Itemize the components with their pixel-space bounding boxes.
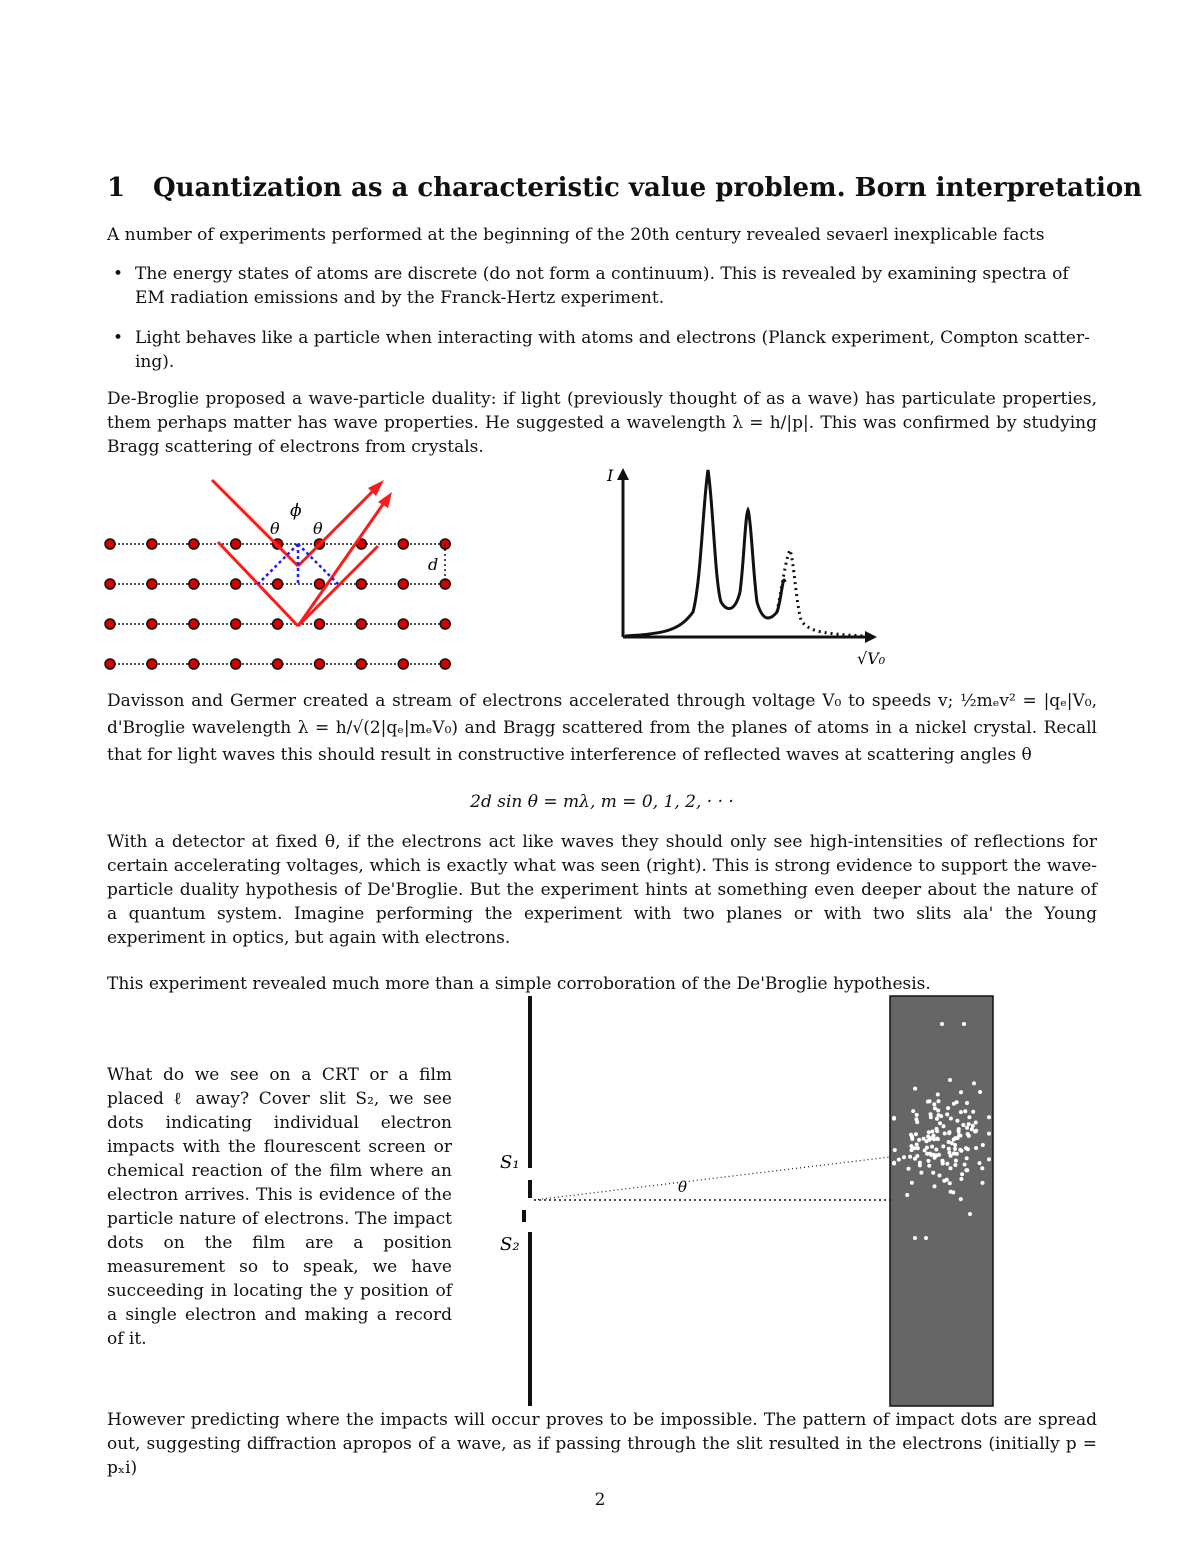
- impact-dot: [961, 1123, 965, 1127]
- impact-dot: [978, 1090, 982, 1094]
- crt-paragraph: What do we see on a CRT or a film placed ℓ away? Cover slit S₂, we see dots indicating individual electron impacts with the flourescent screen or chemical reaction of the film where an electron arrives. This is evidence of the particle nature of electrons. The impact dots on the film are a position measurement so to speak, we have succeeding in locating the y position of a single electron and making a record of it.: [107, 1065, 452, 1349]
- atom: [231, 619, 241, 629]
- impact-dot: [935, 1129, 939, 1133]
- impact-dot: [953, 1163, 957, 1167]
- atom: [315, 579, 325, 589]
- impact-dot: [917, 1138, 921, 1142]
- impact-dot: [965, 1126, 969, 1130]
- intensity-plot: [595, 462, 905, 672]
- impact-dot: [933, 1106, 937, 1110]
- atom: [105, 659, 115, 669]
- impact-dot: [911, 1109, 915, 1113]
- atom: [189, 619, 199, 629]
- section-heading: [107, 168, 1143, 208]
- atom: [398, 539, 408, 549]
- impact-dot: [935, 1117, 939, 1121]
- impact-dot: [938, 1174, 942, 1178]
- slit-2-label: S₂: [500, 1234, 520, 1255]
- impact-dot: [925, 1146, 929, 1150]
- impact-dot: [907, 1167, 911, 1171]
- impact-dot: [915, 1154, 919, 1158]
- impact-dot: [971, 1124, 975, 1128]
- impact-dot: [941, 1144, 945, 1148]
- atom: [231, 659, 241, 669]
- impact-dot: [987, 1132, 991, 1136]
- impact-dot: [897, 1158, 901, 1162]
- film-screen: [890, 996, 993, 1406]
- angle-label: θ: [678, 1178, 688, 1196]
- impact-dot: [916, 1146, 920, 1150]
- impact-dot: [942, 1124, 946, 1128]
- impact-dot: [942, 1179, 946, 1183]
- impact-dot: [927, 1159, 931, 1163]
- impact-dot: [932, 1102, 936, 1106]
- atom: [398, 619, 408, 629]
- atom: [315, 659, 325, 669]
- impact-dot: [915, 1143, 919, 1147]
- impact-dot: [949, 1190, 953, 1194]
- debroglie-text-2: This was confirmed by studying Bragg scattering of electrons from crystals.: [107, 413, 1098, 457]
- atom: [147, 539, 157, 549]
- impact-dot: [980, 1166, 984, 1170]
- intro-paragraph: A number of experiments performed at the beginning of the 20th century revealed sevaerl inexplicable facts: [107, 225, 1045, 245]
- impact-dot: [913, 1087, 917, 1091]
- impact-dot: [938, 1121, 942, 1125]
- impact-dot: [902, 1155, 906, 1159]
- impact-dot: [925, 1139, 929, 1143]
- impact-dot: [964, 1168, 968, 1172]
- atom: [189, 579, 199, 589]
- impact-dot: [987, 1115, 991, 1119]
- impact-dot: [970, 1127, 974, 1131]
- impact-dot: [971, 1110, 975, 1114]
- impact-dot: [947, 1151, 951, 1155]
- impact-dot: [892, 1161, 896, 1165]
- impact-dot: [949, 1166, 953, 1170]
- atom: [189, 539, 199, 549]
- impact-dot: [934, 1148, 938, 1152]
- intensity-curve-dotted: [777, 550, 865, 636]
- impact-dot: [929, 1115, 933, 1119]
- atom: [273, 659, 283, 669]
- impact-dot: [954, 1136, 958, 1140]
- impact-dot: [943, 1132, 947, 1136]
- impact-dot: [941, 1162, 945, 1166]
- impact-dot: [974, 1121, 978, 1125]
- impact-dot: [927, 1164, 931, 1168]
- impact-dot: [952, 1102, 956, 1106]
- impact-dot: [947, 1130, 951, 1134]
- impact-dot: [905, 1193, 909, 1197]
- impact-dot: [918, 1163, 922, 1167]
- list-item: • Light behaves like a particle when interacting with atoms and electrons (Planck experiment, Compton scatter-ing).: [107, 326, 1097, 374]
- impact-dot: [963, 1109, 967, 1113]
- bragg-equation: 2d sin θ = mλ, m = 0, 1, 2, · · ·: [470, 792, 734, 812]
- impact-dot: [927, 1130, 931, 1134]
- impact-dot: [981, 1143, 985, 1147]
- slit-1-label: S₁: [500, 1152, 520, 1173]
- impact-dot: [967, 1122, 971, 1126]
- detector-paragraph: With a detector at fixed θ, if the electrons act like waves they should only see high-intensities of reflections for certain accelerating voltages, which is exactly what was seen (right). This is strong evidence to support the wave-particle duality hypothesis of De'Broglie. But the experiment hints at something even deeper about the nature of a quantum system. Imagine performing the experiment with two planes or with two slits ala' the Young experiment in optics, but again with electrons.: [107, 832, 1097, 948]
- impact-dot: [930, 1130, 934, 1134]
- atom: [273, 619, 283, 629]
- impact-dot: [959, 1177, 963, 1181]
- impact-dot: [937, 1099, 941, 1103]
- impact-dot: [987, 1157, 991, 1161]
- impact-dot: [932, 1134, 936, 1138]
- impact-dot: [974, 1129, 978, 1133]
- impact-dot: [910, 1137, 914, 1141]
- facts-list: [107, 262, 1097, 390]
- impact-dot: [967, 1134, 971, 1138]
- impact-dot: [925, 1152, 929, 1156]
- impact-dot: [933, 1156, 937, 1160]
- impact-dot: [965, 1156, 969, 1160]
- impact-dot: [959, 1197, 963, 1201]
- atom: [105, 619, 115, 629]
- impact-dot: [957, 1127, 961, 1131]
- impact-dot: [914, 1132, 918, 1136]
- davisson-paragraph: Davisson and Germer created a stream of electrons accelerated through voltage V₀ to speeds v; ½mₑv² = |qₑ|V₀, d'Broglie wavelength λ = h/√(2|qₑ|mₑV₀) and Bragg scattered from the planes of atoms in a nickel crystal. Recall that for light waves this should result in constructive interference of reflected waves at scattering angles θ: [107, 691, 1097, 765]
- impact-dot: [947, 1140, 951, 1144]
- impact-dot: [924, 1236, 928, 1240]
- impact-dot: [910, 1148, 914, 1152]
- y-axis-arrow: [617, 468, 629, 480]
- impact-dot: [954, 1159, 958, 1163]
- impact-dot: [936, 1109, 940, 1113]
- impact-dot: [964, 1146, 968, 1150]
- section-number: 1: [107, 173, 126, 203]
- impact-dot: [972, 1081, 976, 1085]
- debroglie-paragraph: [107, 387, 1097, 459]
- theta-right-label: θ: [313, 519, 323, 538]
- impact-dot: [953, 1147, 957, 1151]
- impact-dot: [909, 1144, 913, 1148]
- impact-dot: [960, 1149, 964, 1153]
- theta-left-label: θ: [270, 519, 280, 538]
- atom: [356, 579, 366, 589]
- impact-dot: [913, 1236, 917, 1240]
- impact-dot: [945, 1162, 949, 1166]
- impact-dot: [959, 1110, 963, 1114]
- impact-dot: [933, 1184, 937, 1188]
- impact-dot: [948, 1181, 952, 1185]
- impact-dot: [959, 1090, 963, 1094]
- impact-dot: [967, 1115, 971, 1119]
- impact-dot: [926, 1100, 930, 1104]
- impact-dot: [968, 1212, 972, 1216]
- impact-dot: [937, 1113, 941, 1117]
- phi-label: ϕ: [290, 501, 302, 521]
- atom: [440, 619, 450, 629]
- atom: [147, 659, 157, 669]
- double-slit-figure: [490, 992, 1000, 1412]
- impact-dot: [946, 1106, 950, 1110]
- atom: [189, 659, 199, 669]
- atom: [105, 539, 115, 549]
- atom: [440, 659, 450, 669]
- impact-dot: [919, 1171, 923, 1175]
- section-title: Quantization as a characteristic value problem. Born interpretation: [153, 173, 1143, 203]
- atom: [273, 579, 283, 589]
- y-axis-label: I: [607, 466, 614, 485]
- impact-dot: [962, 1022, 966, 1026]
- impact-dot: [981, 1181, 985, 1185]
- atom: [147, 619, 157, 629]
- page-number: 2: [594, 1490, 606, 1510]
- impact-dot: [931, 1171, 935, 1175]
- impact-dot: [955, 1152, 959, 1156]
- impact-dot: [960, 1172, 964, 1176]
- atom: [231, 579, 241, 589]
- x-axis-label: √V₀: [857, 649, 886, 668]
- impact-dot: [930, 1145, 934, 1149]
- impact-dot: [915, 1113, 919, 1117]
- atom: [315, 619, 325, 629]
- x-axis-arrow: [865, 631, 877, 643]
- intensity-curve: [625, 470, 785, 636]
- atom: [231, 539, 241, 549]
- impact-dot: [910, 1181, 914, 1185]
- impact-dot: [978, 1161, 982, 1165]
- impact-dot: [892, 1116, 896, 1120]
- atom: [356, 659, 366, 669]
- impact-dot: [948, 1078, 952, 1082]
- impact-dot: [947, 1147, 951, 1151]
- revealed-line: This experiment revealed much more than a simple corroboration of the De'Broglie hypothesis.: [107, 974, 931, 994]
- incident-reflected-rays: [212, 480, 392, 626]
- spacing-label: d: [428, 555, 439, 574]
- debroglie-text-1: De-Broglie proposed a wave-particle duality: if light (previously thought of as a wave) has particulate properties, them perhaps matter has wave properties. He suggested a wavelength λ = h/|p|.: [107, 389, 1097, 433]
- impact-dot: [936, 1093, 940, 1097]
- list-item: • The energy states of atoms are discrete (do not form a continuum). This is revealed by examining spectra of EM radiation emissions and by the Franck-Hertz experiment.: [107, 262, 1097, 310]
- impact-dot: [953, 1143, 957, 1147]
- impact-dot: [965, 1101, 969, 1105]
- atom: [398, 659, 408, 669]
- impact-dot: [893, 1148, 897, 1152]
- impact-dot: [974, 1146, 978, 1150]
- bragg-scattering-figure: [100, 460, 470, 685]
- final-paragraph: However predicting where the impacts will occur proves to be impossible. The pattern of impact dots are spread out, suggesting diffraction apropos of a wave, as if passing through the slit resulted in the electrons (initially p = pₓi): [107, 1410, 1097, 1478]
- impact-dot: [955, 1119, 959, 1123]
- atom: [147, 579, 157, 589]
- impact-dot: [932, 1137, 936, 1141]
- atom: [105, 579, 115, 589]
- impact-dot: [963, 1163, 967, 1167]
- impact-dot: [915, 1120, 919, 1124]
- impact-dot: [936, 1137, 940, 1141]
- impact-dot: [908, 1155, 912, 1159]
- atom: [398, 579, 408, 589]
- impact-dot: [945, 1112, 949, 1116]
- atom: [356, 619, 366, 629]
- ray-line: [534, 1157, 890, 1200]
- impact-dot: [949, 1117, 953, 1121]
- impact-dot: [940, 1022, 944, 1026]
